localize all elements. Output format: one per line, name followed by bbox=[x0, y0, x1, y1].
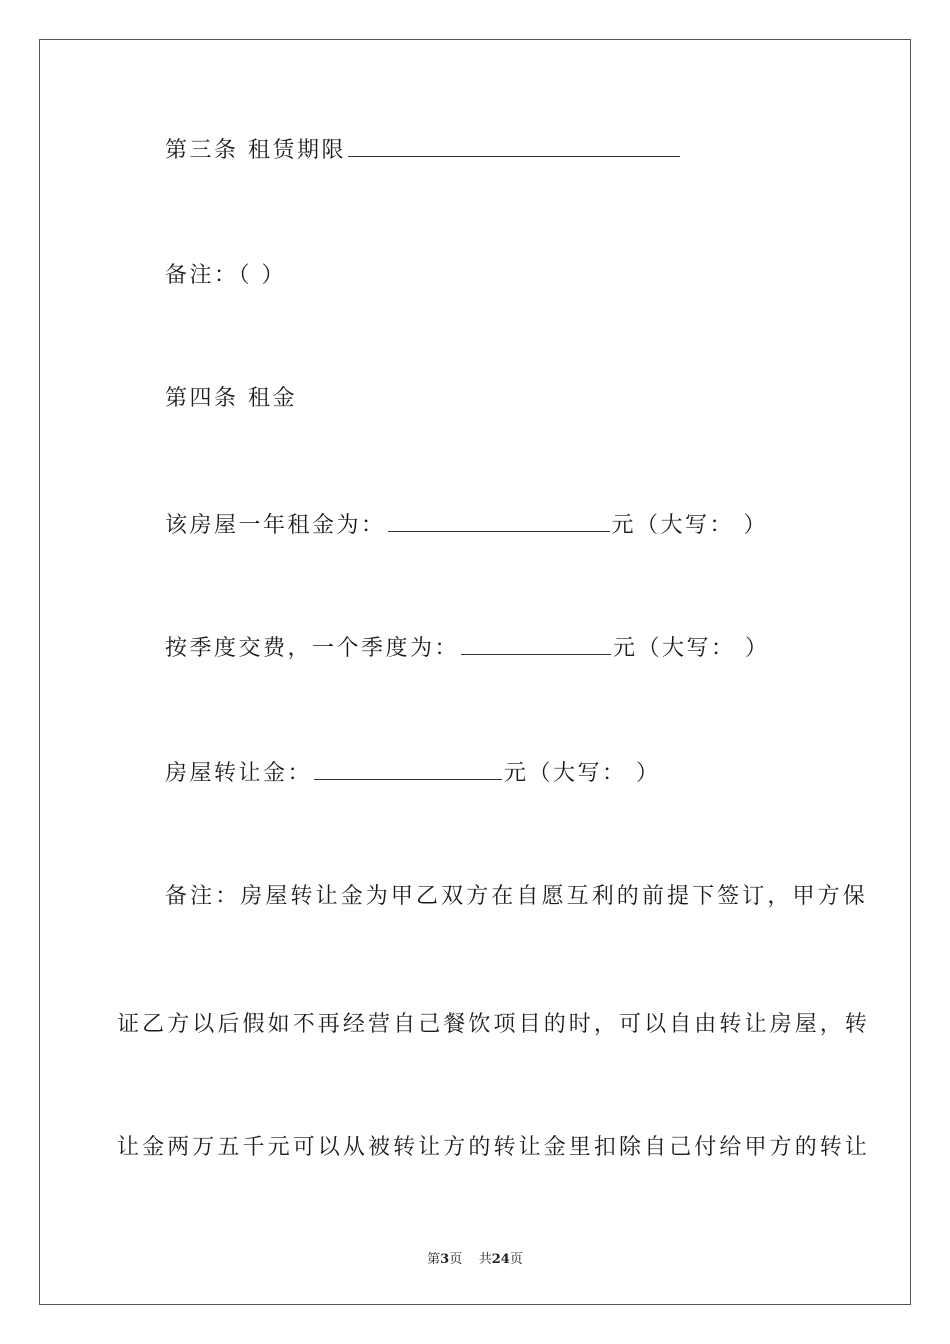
transfer-fee-label: 房屋转让金： bbox=[165, 761, 313, 786]
transfer-fee-line bbox=[0, 759, 950, 788]
page-prefix: 第 bbox=[427, 1252, 441, 1267]
quarterly-rent-suffix: 元（大写： ） bbox=[613, 636, 770, 661]
total-prefix: 共 bbox=[478, 1252, 492, 1267]
quarterly-rent-line bbox=[0, 634, 950, 663]
transfer-fee-suffix: 元（大写： ） bbox=[504, 761, 661, 786]
article-4-text: 第四条 租金 bbox=[165, 386, 297, 411]
lease-term-blank[interactable] bbox=[348, 136, 680, 157]
quarterly-rent-blank[interactable] bbox=[461, 634, 611, 655]
total-suffix: 页 bbox=[509, 1252, 523, 1267]
note-2-text-3: 让金两万五千元可以从被转让方的转让金里扣除自己付给甲方的转让 bbox=[117, 1135, 871, 1160]
article-4-line bbox=[0, 385, 950, 413]
annual-rent-label: 该房屋一年租金为： bbox=[165, 513, 386, 538]
page-number: 3 bbox=[440, 1252, 450, 1267]
note-2-text-1: 备注：房屋转让金为甲乙双方在自愿互利的前提下签订，甲方保 bbox=[165, 884, 868, 909]
note-2-text-2: 证乙方以后假如不再经营自己餐饮项目的时，可以自由转让房屋，转 bbox=[117, 1012, 871, 1037]
article-3-text: 第三条 租赁期限 bbox=[165, 138, 346, 163]
article-3-line bbox=[0, 136, 950, 165]
note-2-line-3 bbox=[0, 1134, 950, 1162]
note-2-line-1 bbox=[0, 883, 950, 911]
note-2-line-2 bbox=[0, 1011, 950, 1039]
page-border bbox=[39, 39, 911, 1305]
note-1-text: 备注：（ ） bbox=[165, 263, 286, 288]
annual-rent-blank[interactable] bbox=[388, 511, 610, 532]
quarterly-rent-label: 按季度交费，一个季度为： bbox=[165, 636, 460, 661]
annual-rent-suffix: 元（大写： ） bbox=[611, 513, 769, 538]
page-footer bbox=[0, 1248, 950, 1267]
annual-rent-line bbox=[0, 511, 950, 540]
note-1-line bbox=[0, 262, 950, 290]
total-pages: 24 bbox=[491, 1252, 510, 1267]
transfer-fee-blank[interactable] bbox=[314, 759, 502, 780]
page-suffix: 页 bbox=[449, 1252, 463, 1267]
